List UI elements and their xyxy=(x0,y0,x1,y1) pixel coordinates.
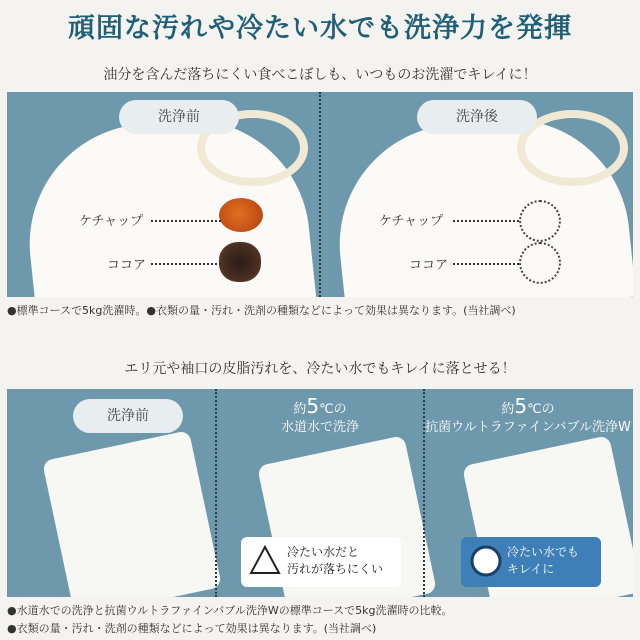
cocoa-stain xyxy=(219,242,261,282)
col2-num: 5 xyxy=(306,394,320,418)
col3-pre: 約 xyxy=(501,402,515,417)
section1-subtitle: 油分を含んだ落ちにくい食べこぼしも、いつものお洗濯でキレイに！ xyxy=(103,67,537,83)
success-line2: キレイに xyxy=(507,562,555,576)
col2-unit: ℃の xyxy=(319,402,347,417)
leader-ketchup-after xyxy=(453,220,519,222)
collar-cloth-1 xyxy=(42,430,222,597)
section2-note-1: ●水道水での洗浄と抗菌ウルトラファインバブル洗浄Wの標準コースで5kg洗濯時の比較。 xyxy=(7,604,453,617)
col2-pre: 約 xyxy=(293,402,307,417)
col3-num: 5 xyxy=(514,394,528,418)
before-label-2: 洗浄前 xyxy=(73,399,183,433)
before-after-photo-panel xyxy=(7,92,633,297)
collar-comparison-panel xyxy=(7,389,633,597)
label-cocoa-after: ココア xyxy=(409,258,449,273)
col3-line2: 抗菌ウルトラファインバブル洗浄W xyxy=(425,420,631,435)
section1-note: ●標準コースで5kg洗濯時。●衣類の量・汚れ・洗剤の種類などによって効果は異なります。(当社調べ) xyxy=(7,304,516,317)
leader-cocoa-before xyxy=(151,263,221,265)
ketchup-clean-circle xyxy=(519,200,561,242)
warning-line1: 冷たい水だと xyxy=(287,545,360,559)
label-cocoa-before: ココア xyxy=(107,258,147,273)
center-divider xyxy=(319,92,321,297)
before-label: 洗浄前 xyxy=(119,100,239,134)
success-circle-icon xyxy=(469,544,503,578)
leader-cocoa-after xyxy=(453,263,519,265)
section2-note-2: ●衣類の量・汚れ・洗剤の種類などによって効果は異なります。(当社調べ) xyxy=(7,622,377,635)
label-ketchup-after: ケチャップ xyxy=(379,214,444,229)
after-label: 洗浄後 xyxy=(417,100,537,134)
label-ketchup-before: ケチャップ xyxy=(79,214,144,229)
col3-title xyxy=(425,394,631,437)
ketchup-stain xyxy=(219,198,263,232)
page-title: 頑固な汚れや冷たい水でも洗浄力を発揮 xyxy=(68,13,572,44)
leader-ketchup-before xyxy=(151,220,221,222)
col2-title xyxy=(217,394,423,437)
cocoa-clean-circle xyxy=(519,242,561,284)
warning-triangle-icon xyxy=(249,544,281,576)
col3-unit: ℃の xyxy=(527,402,555,417)
warning-line2: 汚れが落ちにくい xyxy=(287,562,384,576)
section2-subtitle: エリ元や袖口の皮脂汚れを、冷たい水でもキレイに落とせる！ xyxy=(124,361,516,377)
col2-line2: 水道水で洗浄 xyxy=(280,420,359,435)
success-line1: 冷たい水でも xyxy=(507,545,580,559)
warning-badge xyxy=(241,537,401,587)
success-badge xyxy=(461,537,601,587)
